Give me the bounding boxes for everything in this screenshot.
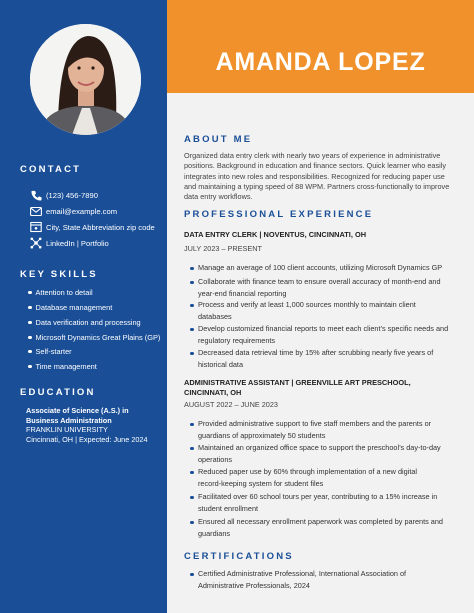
job-bullet: Decreased data retrieval time by 15% after scrubbing nearly five years of historical data — [190, 347, 464, 370]
school-detail: Cincinnati, OH | Expected: June 2024 — [26, 434, 148, 444]
certifications-heading: CERTIFICATIONS — [184, 551, 294, 562]
degree-line: Business Administration — [26, 415, 112, 425]
contact-phone[interactable] — [30, 189, 98, 201]
sidebar — [0, 0, 167, 613]
email-icon — [30, 205, 42, 217]
job-bullet: Reduced paper use by 60% through implementation of a new digital record-keeping system for student files — [190, 466, 464, 489]
job-bullet: Ensured all necessary enrollment paperwork was completed by parents and guardians — [190, 516, 464, 539]
location-text: City, State Abbreviation zip code — [46, 222, 155, 232]
skill-item: Attention to detail — [28, 288, 93, 297]
contact-heading: CONTACT — [20, 164, 82, 175]
about-heading: ABOUT ME — [184, 134, 253, 145]
phone-icon — [30, 189, 42, 201]
job-bullet: Facilitated over 60 school tours per year, contributing to a 15% increase in student enrollment — [190, 491, 464, 514]
skill-item: Self-starter — [28, 347, 72, 356]
skills-heading: KEY SKILLS — [20, 269, 98, 280]
education-block — [26, 406, 148, 444]
skill-item: Time management — [28, 362, 97, 371]
job-bullet: Manage an average of 100 client accounts, utilizing Microsoft Dynamics GP — [190, 262, 464, 274]
job-date: AUGUST 2022 – JUNE 2023 — [184, 400, 278, 409]
job-bullet: Collaborate with finance team to ensure overall accuracy of month-end and year-end financial reporting — [190, 276, 464, 299]
header-banner — [167, 0, 474, 93]
school-name: FRANKLIN UNIVERSITY — [26, 425, 108, 435]
network-icon — [30, 237, 42, 249]
certification-item: Certified Administrative Professional, International Association of Administrative Professionals, 2024 — [190, 568, 464, 591]
skill-item: Microsoft Dynamics Great Plains (GP) — [28, 333, 160, 342]
job-title: DATA ENTRY CLERK | NOVENTUS, CINCINNATI, OH — [184, 230, 367, 239]
skill-item: Data verification and processing — [28, 318, 141, 327]
job-bullet: Process and verify at least 1,000 sources monthly to maintain client databases — [190, 299, 464, 322]
contact-links[interactable] — [30, 237, 109, 249]
skill-item: Database management — [28, 303, 112, 312]
contact-email[interactable] — [30, 205, 117, 217]
contact-location — [30, 221, 155, 233]
job-bullet: Develop customized financial reports to meet each client’s specific needs and regulatory requirements — [190, 323, 464, 346]
job-date: JULY 2023 – PRESENT — [184, 244, 263, 253]
education-heading: EDUCATION — [20, 387, 96, 398]
candidate-name: AMANDA LOPEZ — [215, 48, 426, 76]
links-text: LinkedIn | Portfolio — [46, 238, 109, 248]
job-bullet: Provided administrative support to five staff members and the parents or guardians of approximately 50 students — [190, 418, 464, 441]
location-icon — [30, 221, 42, 233]
job-bullet: Maintained an organized office space to support the preschool’s day-to-day operations — [190, 442, 464, 465]
phone-text: (123) 456-7890 — [46, 190, 98, 200]
experience-heading: PROFESSIONAL EXPERIENCE — [184, 209, 374, 220]
about-paragraph: Organized data entry clerk with nearly two years of experience in administrative positions. Background in education and finance sectors. Quick learner who easily integrates into new roles and responsibilities. Recognized for reducing paper use and maintaining a typing speed of 88 WPM. Partners cross-functionally to improve data entry workflows. — [184, 151, 450, 202]
job-title: ADMINISTRATIVE ASSISTANT | GREENVILLE ART PRESCHOOL, CINCINNATI, OH — [184, 378, 411, 397]
profile-photo — [30, 24, 141, 135]
email-text: email@example.com — [46, 206, 118, 216]
degree-line: Associate of Science (A.S.) in — [26, 406, 129, 415]
